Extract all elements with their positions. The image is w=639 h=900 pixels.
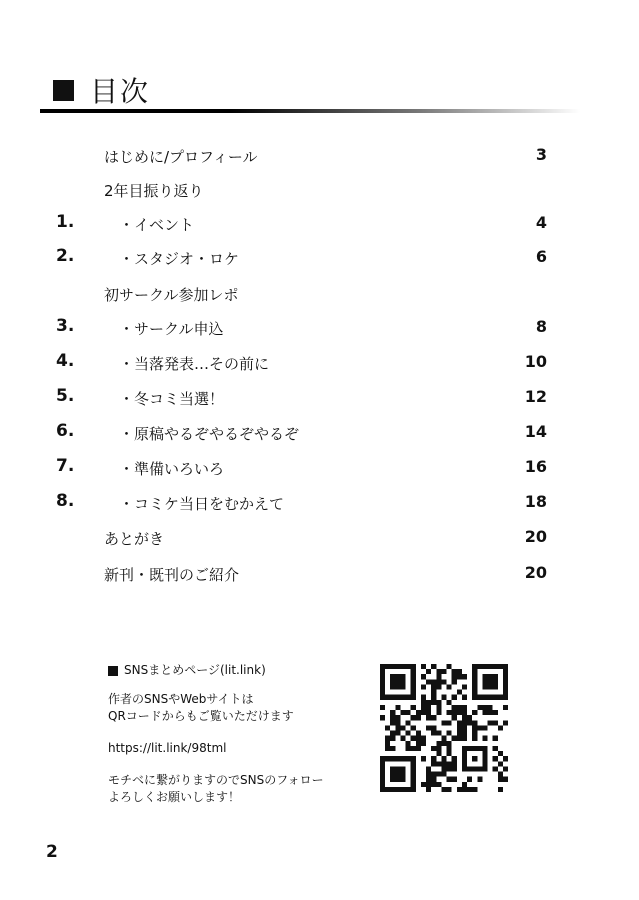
toc-label: ・当落発表…その前に [119,355,270,373]
toc-row[interactable] [0,138,639,172]
sns-description-line: 作者のSNSやWebサイトは [108,692,254,706]
toc-row[interactable] [0,172,639,206]
toc-page: 12 [524,387,547,406]
page-number: 2 [46,842,58,862]
toc-page: 16 [524,457,547,476]
toc-row[interactable] [0,556,639,590]
sns-url-link[interactable]: https://lit.link/98tml [108,741,227,755]
toc-page: 3 [535,145,547,164]
toc-number: 1. [56,212,75,232]
toc-label: ・原稿やるぞやるぞやるぞ [119,425,300,443]
toc-label: ・イベント [119,216,195,234]
toc-row[interactable] [0,450,639,484]
toc-number: 4. [56,351,75,371]
toc-label: ・冬コミ当選！ [119,390,225,408]
bullet-square-icon [108,666,118,676]
toc-label: 2年目振り返り [104,182,204,200]
toc-row[interactable] [0,206,639,240]
sns-heading [108,662,358,679]
toc-page: 20 [524,563,547,582]
sns-note-line: モチベに繋がりますのでSNSのフォロー [108,773,324,787]
toc-number: 3. [56,316,75,336]
page-title [53,70,150,110]
toc-label: ・コミケ当日をむかえて [119,495,285,513]
sns-description-line: QRコードからもご覧いただけます [108,709,294,723]
sns-note-line: よろしくお願いします！ [108,790,241,804]
title-underline [40,109,580,113]
toc-page: 4 [535,213,547,232]
toc-row[interactable] [0,310,639,344]
toc-row[interactable] [0,520,639,554]
toc-number: 6. [56,421,75,441]
toc-label: 初サークル参加レポ [104,286,239,304]
sns-info-block [108,662,358,806]
toc-label: ・準備いろいろ [119,460,225,478]
toc-label: ・スタジオ・ロケ [119,250,240,268]
toc-page: 6 [535,247,547,266]
toc-page: 10 [524,352,547,371]
toc-row[interactable] [0,240,639,274]
toc-row[interactable] [0,415,639,449]
toc-page: 14 [524,422,547,441]
toc-label: 新刊・既刊のご紹介 [104,566,240,584]
toc-number: 2. [56,246,75,266]
toc-page: 18 [524,492,547,511]
qr-code-icon[interactable] [380,664,508,792]
title-square-icon [53,80,74,101]
toc-label: あとがき [104,530,165,548]
toc-row[interactable] [0,345,639,379]
toc-label: はじめに/プロフィール [104,148,258,166]
toc-page: 20 [524,527,547,546]
toc-row[interactable] [0,276,639,310]
toc-row[interactable] [0,485,639,519]
toc-label: ・サークル申込 [119,320,224,338]
title-text: 目次 [90,75,151,108]
sns-heading-text: SNSまとめページ(lit.link) [124,663,266,677]
toc-number: 8. [56,491,75,511]
toc-number: 5. [56,386,75,406]
toc-page: 8 [535,317,547,336]
toc-row[interactable] [0,380,639,414]
toc-number: 7. [56,456,75,476]
